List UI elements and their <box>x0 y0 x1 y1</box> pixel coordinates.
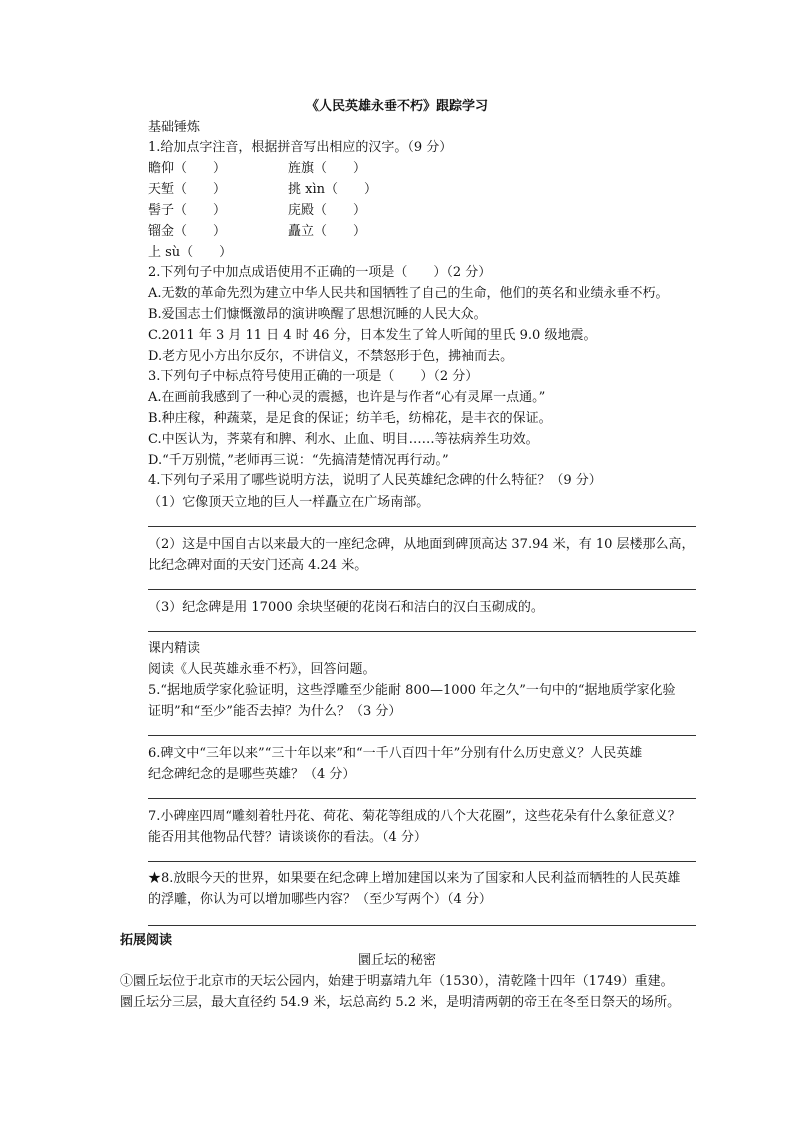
section-heading-extended: 拓展阅读 <box>120 933 173 948</box>
answer-line[interactable] <box>148 526 696 527</box>
q2-option-b: B.爱国志士们慷慨激昂的演讲唤醒了思想沉睡的人民大众。 <box>148 307 487 322</box>
q2-option-d: D.老方见小方出尔反尔，不讲信义，不禁怒形于色，拂袖而去。 <box>148 349 514 364</box>
q3-option-a: A.在画前我感到了一种心灵的震撼，也许是与作者“心有灵犀一点通。” <box>148 390 546 405</box>
question-7-line1: 7.小碑座四周“雕刻着牡丹花、荷花、菊花等组成的八个大花圈”，这些花朵有什么象征意义？ <box>148 809 681 824</box>
page-title: 《人民英雄永垂不朽》跟踪学习 <box>305 99 488 114</box>
question-2: 2.下列句子中加点成语使用不正确的一项是（ ）（2 分） <box>148 265 492 280</box>
question-5-line2: 证明”和“至少”能否去掉？为什么？（3 分） <box>148 704 402 719</box>
answer-line[interactable] <box>148 735 696 736</box>
article-paragraph-1-line2: 圜丘坛分三层，最大直径约 54.9 米，坛总高约 5.2 米，是明清两朝的帝王在冬至日祭天的场所。 <box>120 995 681 1010</box>
q4-sub-1: （1）它像顶天立地的巨人一样矗立在广场南部。 <box>148 495 430 510</box>
question-7-line2: 能否用其他物品代替？请谈谈你的看法。（4 分） <box>148 830 427 845</box>
q1-item: 矗立（ ） <box>288 224 367 239</box>
q1-item: 镏金（ ） <box>148 224 227 239</box>
q3-option-c: C.中医认为，荠菜有和脾、利水、止血、明目……等祛病养生功效。 <box>148 432 539 447</box>
question-3: 3.下列句子中标点符号使用正确的一项是（ ）（2 分） <box>148 369 479 384</box>
q3-option-b: B.种庄稼，种蔬菜，是足食的保证；纺羊毛，纺棉花，是丰衣的保证。 <box>148 411 552 426</box>
answer-line[interactable] <box>148 631 696 632</box>
answer-line[interactable] <box>148 861 696 862</box>
question-6-line2: 纪念碑纪念的是哪些英雄？（4 分） <box>148 767 356 782</box>
answer-line[interactable] <box>148 798 696 799</box>
q1-item: 天堑（ ） <box>148 182 227 197</box>
q1-item: 挑 xìn（ ） <box>288 182 377 197</box>
question-1: 1.给加点字注音，根据拼音写出相应的汉字。（9 分） <box>148 140 453 155</box>
q1-item: 庑殿（ ） <box>288 203 367 218</box>
section-heading-basic: 基础锤炼 <box>148 120 201 135</box>
q1-item: 旌旗（ ） <box>288 161 367 176</box>
answer-line[interactable] <box>148 925 696 926</box>
q1-item: 瞻仰（ ） <box>148 161 227 176</box>
q4-sub-2-line2: 比纪念碑对面的天安门还高 4.24 米。 <box>148 558 368 573</box>
q1-item: 髻子（ ） <box>148 203 227 218</box>
q1-item: 上 sù（ ） <box>148 245 233 260</box>
article-paragraph-1-line1: ①圜丘坛位于北京市的天坛公园内，始建于明嘉靖九年（1530），清乾隆十四年（1749）重建。 <box>120 974 674 989</box>
answer-line[interactable] <box>148 589 696 590</box>
q2-option-c: C.2011 年 3 月 11 日 4 时 46 分，日本发生了耸人听闻的里氏 9.0 级地震。 <box>148 328 597 343</box>
section-heading-reading: 课内精读 <box>148 641 201 656</box>
question-6-line1: 6.碑文中“三年以来”“三十年以来”和“一千八百四十年”分别有什么历史意义？人民英雄 <box>148 746 643 761</box>
q3-option-d: D.“千万别慌，”老师再三说：“先搞清楚情况再行动。” <box>148 453 449 468</box>
reading-intro: 阅读《人民英雄永垂不朽》，回答问题。 <box>148 662 376 677</box>
q4-sub-3: （3）纪念碑是用 17000 余块坚硬的花岗石和洁白的汉白玉砌成的。 <box>148 600 544 615</box>
question-8-line1: ★8.放眼今天的世界，如果要在纪念碑上增加建国以来为了国家和人民利益而牺牲的人民英雄 <box>148 871 681 886</box>
article-title: 圜丘坛的秘密 <box>357 953 436 968</box>
q4-sub-2-line1: （2）这是中国自古以来最大的一座纪念碑，从地面到碑顶高达 37.94 米，有 10 层楼那么高， <box>148 537 695 552</box>
question-5-line1: 5.“据地质学家化验证明，这些浮雕至少能耐 800—1000 年之久”一句中的“据地质学家化验 <box>148 683 676 698</box>
question-4: 4.下列句子采用了哪些说明方法，说明了人民英雄纪念碑的什么特征？（9 分） <box>148 473 602 488</box>
q2-option-a: A.无数的革命先烈为建立中华人民共和国牺牲了自己的生命，他们的英名和业绩永垂不朽。 <box>148 286 669 301</box>
question-8-line2: 的浮雕，你认为可以增加哪些内容？（至少写两个）（4 分） <box>148 892 492 907</box>
